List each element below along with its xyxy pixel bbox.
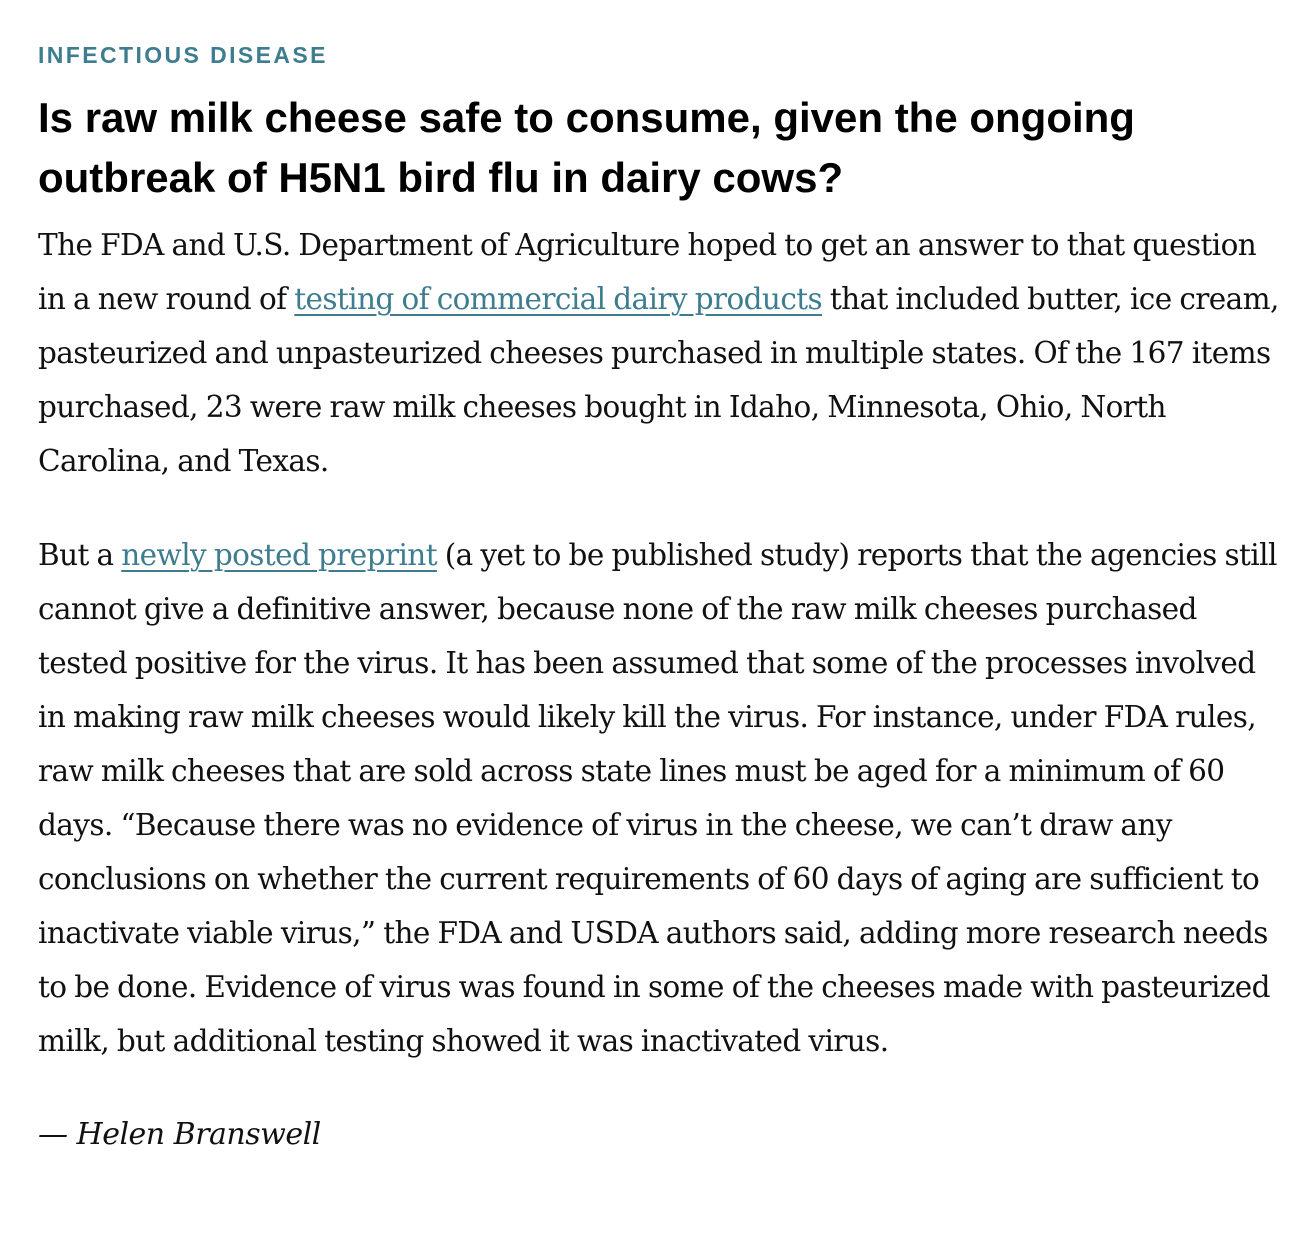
paragraph-2-text-a: But a xyxy=(38,538,122,572)
dairy-testing-link[interactable]: testing of commercial dairy products xyxy=(294,282,823,316)
paragraph-1 xyxy=(38,218,1288,488)
byline: — Helen Branswell xyxy=(38,1117,321,1152)
preprint-link[interactable]: newly posted preprint xyxy=(121,538,437,572)
paragraph-1-text-b: that included butter, ice cream, pasteurized and unpasteurized cheeses purchased in multiple states. Of the 167 items purchased, 23 were raw milk cheeses bought in Idaho, Minnesota, Ohio, North Carolina, and Texas. xyxy=(38,282,1279,478)
paragraph-2-text-b: (a yet to be published study) reports that the agencies still cannot give a definitive answer, because none of the raw milk cheeses purchased tested positive for the virus. It has been assumed that some of the processes involved in making raw milk cheeses would likely kill the virus. For instance, under FDA rules, raw milk cheeses that are sold across state lines must be aged for a minimum of 60 days. “Because there was no evidence of virus in the cheese, we can’t draw any conclusions on whether the current requirements of 60 days of aging are sufficient to inactivate viable virus,” the FDA and USDA authors said, adding more research needs to be done. Evidence of virus was found in some of the cheeses made with pasteurized milk, but additional testing showed it was inactivated virus. xyxy=(38,538,1277,1058)
headline: Is raw milk cheese safe to consume, given the ongoing outbreak of H5N1 bird flu in dairy cows? xyxy=(38,94,1135,201)
category-label[interactable]: INFECTIOUS DISEASE xyxy=(38,42,328,68)
article xyxy=(38,40,1288,1162)
paragraph-1-text-a: The FDA and U.S. Department of Agriculture hoped to get an answer to that question in a new round of xyxy=(38,228,1257,316)
paragraph-2 xyxy=(38,528,1288,1068)
